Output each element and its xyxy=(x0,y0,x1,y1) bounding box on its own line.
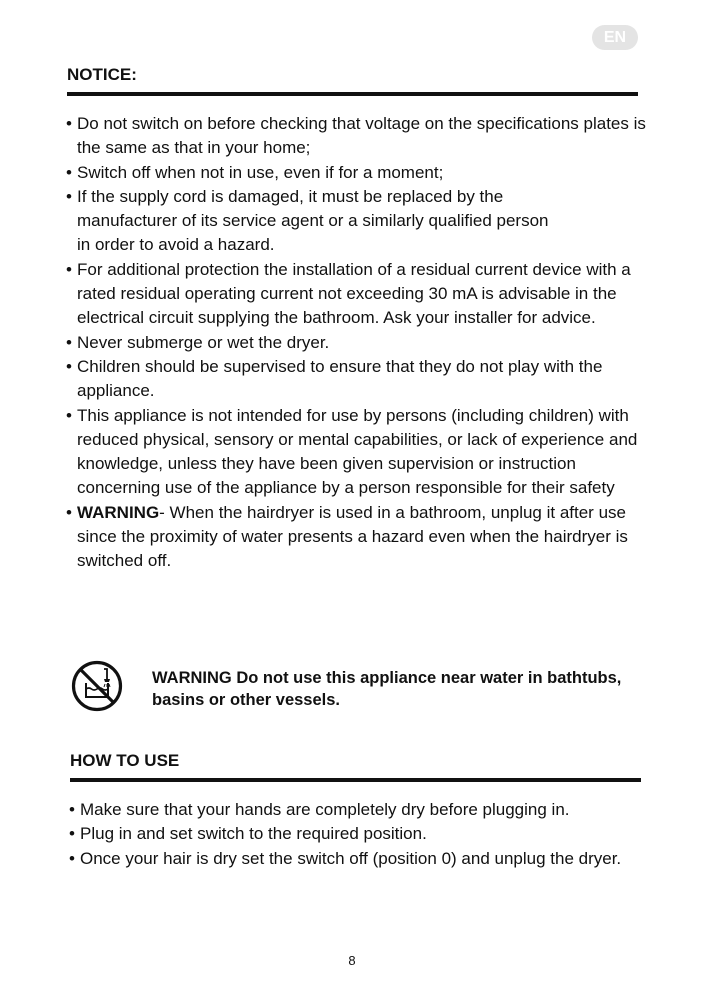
notice-title: NOTICE: xyxy=(67,65,137,84)
how-to-use-divider xyxy=(70,778,641,782)
notice-item: • Switch off when not in use, even if for a moment; xyxy=(66,161,646,185)
how-to-use-list xyxy=(69,798,641,871)
notice-divider xyxy=(67,92,638,96)
notice-item: • Children should be supervised to ensure that they do not play with the appliance. xyxy=(66,355,646,404)
notice-item: • Never submerge or wet the dryer. xyxy=(66,331,646,355)
notice-item: • If the supply cord is damaged, it must be replaced by the manufacturer of its service agent or a similarly qualified person in order to avoid a hazard. xyxy=(66,185,646,258)
notice-item: • This appliance is not intended for use by persons (including children) with reduced physical, sensory or mental capabilities, or lack of experience and knowledge, unless they have been given supervision or instruction concerning use of the appliance by a person responsible for their safety xyxy=(66,404,646,501)
water-warning-text: WARNING Do not use this appliance near water in bathtubs, basins or other vessels. xyxy=(152,669,622,709)
how-to-use-item: • Once your hair is dry set the switch off (position 0) and unplug the dryer. xyxy=(69,847,641,871)
notice-item: • Do not switch on before checking that voltage on the specifications plates is the same as that in your home; xyxy=(66,112,646,161)
how-to-use-item: • Make sure that your hands are completely dry before plugging in. xyxy=(69,798,641,822)
notice-list xyxy=(66,112,646,574)
no-water-icon xyxy=(71,655,123,717)
warning-label: WARNING xyxy=(77,502,160,522)
notice-item: • For additional protection the installation of a residual current device with a rated residual operating current not exceeding 30 mA is advisable in the electrical circuit supplying the bathroom. Ask your installer for advice. xyxy=(66,258,646,331)
how-to-use-item: • Plug in and set switch to the required position. xyxy=(69,822,641,846)
how-to-use-title: HOW TO USE xyxy=(70,751,180,770)
page-number: 8 xyxy=(348,953,356,968)
notice-item-warning xyxy=(66,501,646,574)
warning-text: - When the hairdryer is used in a bathroom, unplug it after use since the proximity of water presents a hazard even when the hairdryer is switched off. xyxy=(77,502,628,571)
language-badge: EN xyxy=(592,25,638,50)
